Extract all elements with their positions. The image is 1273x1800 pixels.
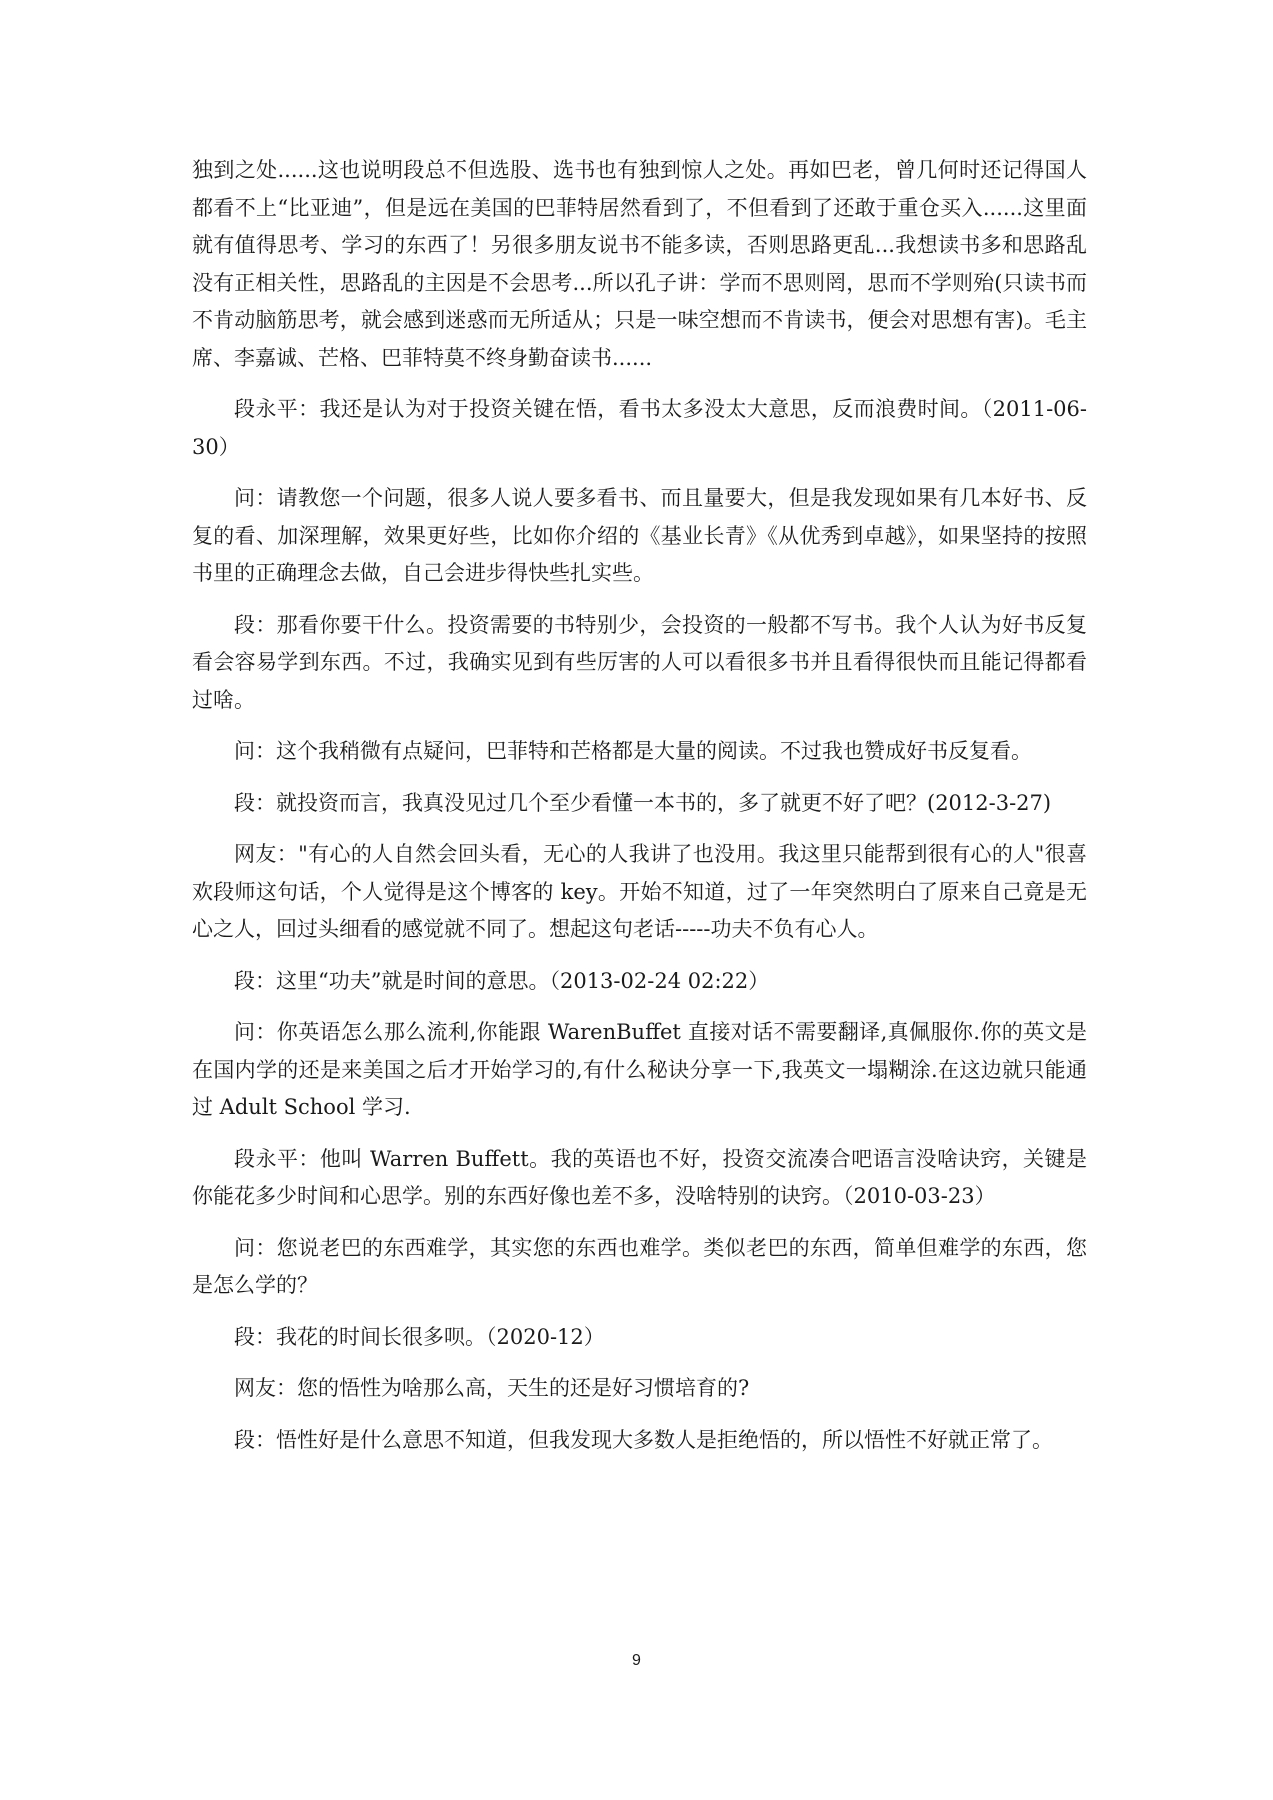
paragraph-answer: 段：那看你要干什么。投资需要的书特别少，会投资的一般都不写书。我个人认为好书反复看会容易学到东西。不过，我确实见到有些厉害的人可以看很多书并且看得很快而且能记得都看过啥。 — [192, 612, 1087, 712]
paragraph-question: 网友："有心的人自然会回头看，无心的人我讲了也没用。我这里只能帮到很有心的人"很喜欢段师这句话，个人觉得是这个博客的 key。开始不知道，过了一年突然明白了原来自己竟是无心之人，回过头细看的感觉就不同了。想起这句老话-----功夫不负有心人。 — [192, 842, 1087, 941]
paragraph-answer: 段永平：他叫 Warren Buffett。我的英语也不好，投资交流凑合吧语言没啥诀窍，关键是你能花多少时间和心思学。别的东西好像也差不多，没啥特别的诀窍。（2010-03-23） — [192, 1146, 1087, 1208]
paragraph-question: 网友：您的悟性为啥那么高，天生的还是好习惯培育的? — [234, 1376, 750, 1400]
paragraph-answer: 段：悟性好是什么意思不知道，但我发现大多数人是拒绝悟的，所以悟性不好就正常了。 — [234, 1427, 1053, 1452]
paragraph-answer: 段：就投资而言，我真没见过几个至少看懂一本书的，多了就更不好了吧？(2012-3-27) — [234, 790, 1052, 815]
paragraph-answer: 段：我花的时间长很多呗。（2020-12） — [234, 1324, 605, 1349]
page-number: 9 — [632, 1652, 641, 1669]
paragraph-question: 问：请教您一个问题，很多人说人要多看书、而且量要大，但是我发现如果有几本好书、反复的看、加深理解，效果更好些，比如你介绍的《基业长青》《从优秀到卓越》，如果坚持的按照书里的正确理念去做，自己会进步得快些扎实些。 — [192, 486, 1087, 585]
paragraph-continuation: 独到之处......这也说明段总不但选股、选书也有独到惊人之处。再如巴老，曾几何时还记得国人都看不上“比亚迪”，但是远在美国的巴菲特居然看到了，不但看到了还敢于重仓买入......这里面就有值得思考、学习的东西了！另很多朋友说书不能多读，否则思路更乱...我想读书多和思路乱没有正相关性，思路乱的主因是不会思考...所以孔子讲：学而不思则罔，思而不学则殆(只读书而不肯动脑筋思考，就会感到迷惑而无所适从；只是一味空想而不肯读书，便会对思想有害)。毛主席、李嘉诚、芒格、巴菲特莫不终身勤奋读书...... — [192, 158, 1087, 370]
paragraph-question: 问：你英语怎么那么流利,你能跟 WarenBuffet 直接对话不需要翻译,真佩服你.你的英文是在国内学的还是来美国之后才开始学习的,有什么秘诀分享一下,我英文一塌糊涂.在这边就只能通过 Adult School 学习. — [192, 1020, 1087, 1119]
paragraph-answer: 段永平：我还是认为对于投资关键在悟，看书太多没太大意思，反而浪费时间。（2011-06-30） — [192, 397, 1087, 459]
body-text — [192, 152, 1087, 1473]
paragraph-answer: 段：这里“功夫”就是时间的意思。（2013-02-24 02:22） — [234, 968, 770, 993]
paragraph-question: 问：您说老巴的东西难学，其实您的东西也难学。类似老巴的东西，简单但难学的东西，您是怎么学的？ — [192, 1235, 1087, 1297]
paragraph-question: 问：这个我稍微有点疑问，巴菲特和芒格都是大量的阅读。不过我也赞成好书反复看。 — [234, 739, 1032, 763]
